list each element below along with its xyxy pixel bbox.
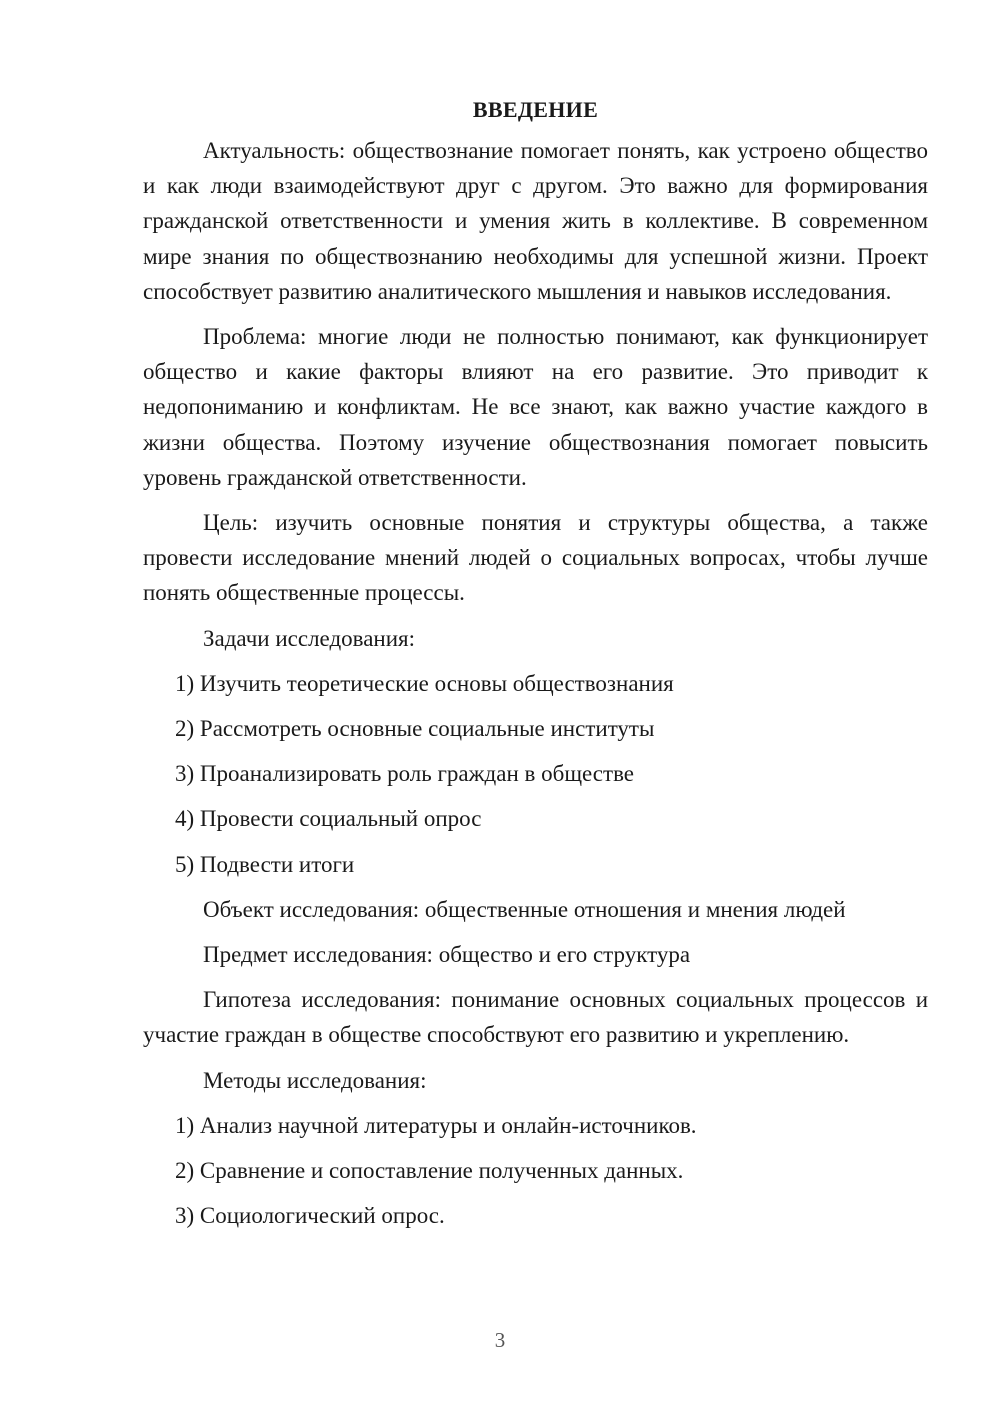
- method-item-2: 2) Сравнение и сопоставление полученных данных.: [175, 1158, 684, 1184]
- goal-paragraph: Цель: изучить основные понятия и структуры общества, а также провести исследование мнений людей о социальных вопросах, чтобы лучше понять общественные процессы.: [143, 510, 928, 606]
- page-title: ВВЕДЕНИЕ: [472, 97, 599, 122]
- research-object: Объект исследования: общественные отношения и мнения людей: [203, 896, 846, 922]
- tasks-heading: Задачи исследования:: [203, 625, 416, 651]
- problem-paragraph: Проблема: многие люди не полностью понимают, как функционирует общество и какие факторы влияют на его развитие. Это приводит к недопониманию и конфликтам. Не все знают, как важно участие каждого в жизни общества. Поэтому изучение обществознания помогает повысить уровень гражданской ответственности.: [143, 324, 928, 490]
- document-page: [143, 95, 928, 1243]
- task-item-4: 4) Провести социальный опрос: [175, 806, 482, 832]
- method-item-1: 1) Анализ научной литературы и онлайн-источников.: [175, 1112, 697, 1138]
- method-item-3: 3) Социологический опрос.: [175, 1203, 445, 1229]
- relevance-paragraph: Актуальность: обществознание помогает понять, как устроено общество и как люди взаимодействуют друг с другом. Это важно для формирования гражданской ответственности и умения жить в коллективе. В современном мире знания по обществознанию необходимы для успешной жизни. Проект способствует развитию аналитического мышления и навыков исследования.: [143, 138, 928, 304]
- task-item-1: 1) Изучить теоретические основы обществознания: [175, 670, 674, 696]
- methods-heading: Методы исследования:: [203, 1067, 427, 1093]
- research-subject: Предмет исследования: общество и его структура: [203, 942, 691, 968]
- page-number: 3: [494, 1328, 506, 1352]
- task-item-3: 3) Проанализировать роль граждан в обществе: [175, 761, 635, 787]
- task-item-2: 2) Рассмотреть основные социальные институты: [175, 716, 655, 742]
- task-item-5: 5) Подвести итоги: [175, 851, 355, 877]
- hypothesis-paragraph: Гипотеза исследования: понимание основных социальных процессов и участие граждан в обществе способствуют его развитию и укреплению.: [143, 987, 928, 1048]
